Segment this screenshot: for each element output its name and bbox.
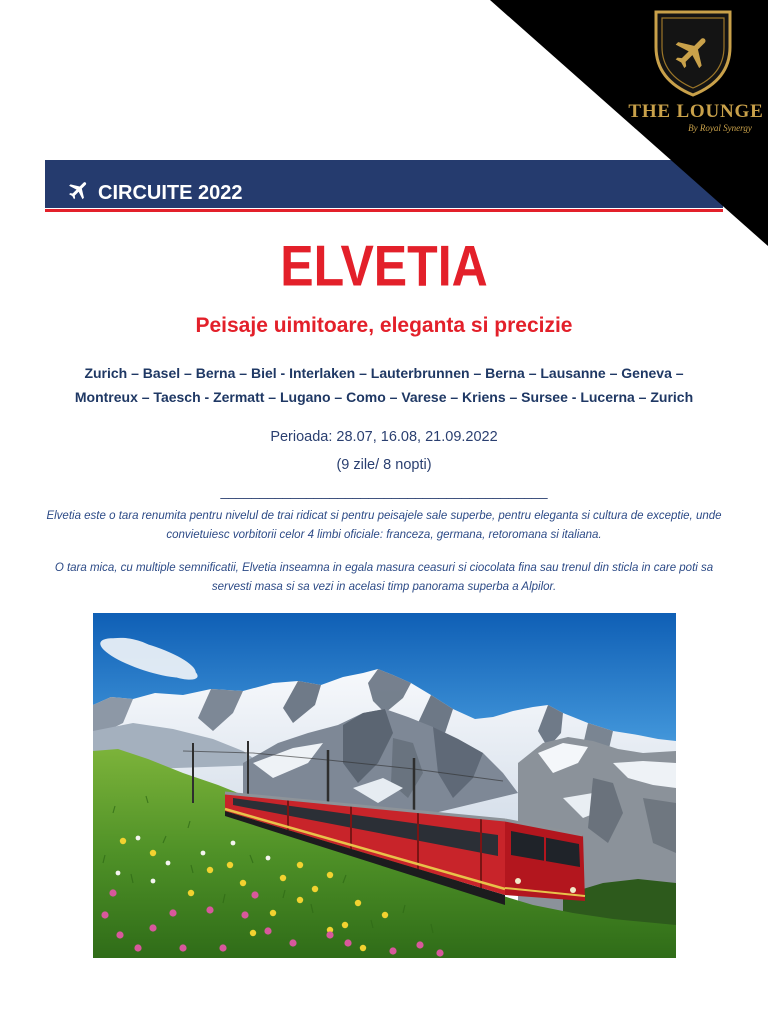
destination-photo (93, 613, 676, 958)
trip-duration: (9 zile/ 8 nopti) (336, 457, 432, 473)
description-paragraph: Elvetia este o tara renumita pentru nivelul de trai ridicat si pentru peisajele sale superbe, pentru eleganta si cultura de exceptie, unde convietuiesc vorbitorii celor 4 limbi oficiale: franceza, germana, retoromana si italiana. (46, 510, 722, 541)
brand-tagline: By Royal Synergy (688, 123, 752, 133)
description-paragraph: O tara mica, cu multiple semnificatii, Elvetia inseamna in egala masura ceasuri si ciocolata fina sau trenul din sticla in care poti sa servesti masa si sa vezi in acelasi timp panorama superba a Alpilor. (54, 562, 714, 593)
destination-title: ELVETIA (280, 233, 488, 299)
travel-period: Perioada: 28.07, 16.08, 21.09.2022 (270, 429, 498, 445)
brand-name: THE LOUNGE (628, 101, 764, 122)
separator-line: __________________________________________ (220, 483, 548, 499)
airplane-icon (67, 178, 91, 202)
destination-subtitle: Peisaje uimitoare, eleganta si precizie (195, 314, 573, 337)
route-line: Montreux – Taesch - Zermatt – Lugano – Como – Varese – Kriens – Sursee - Lucerna – Zurich (74, 389, 694, 405)
banner-label: CIRCUITE 2022 (98, 182, 243, 204)
route (0, 361, 768, 409)
route-line: Zurich – Basel – Berna – Biel - Interlaken – Lauterbrunnen – Berna – Lausanne – Geneva – (84, 365, 684, 381)
